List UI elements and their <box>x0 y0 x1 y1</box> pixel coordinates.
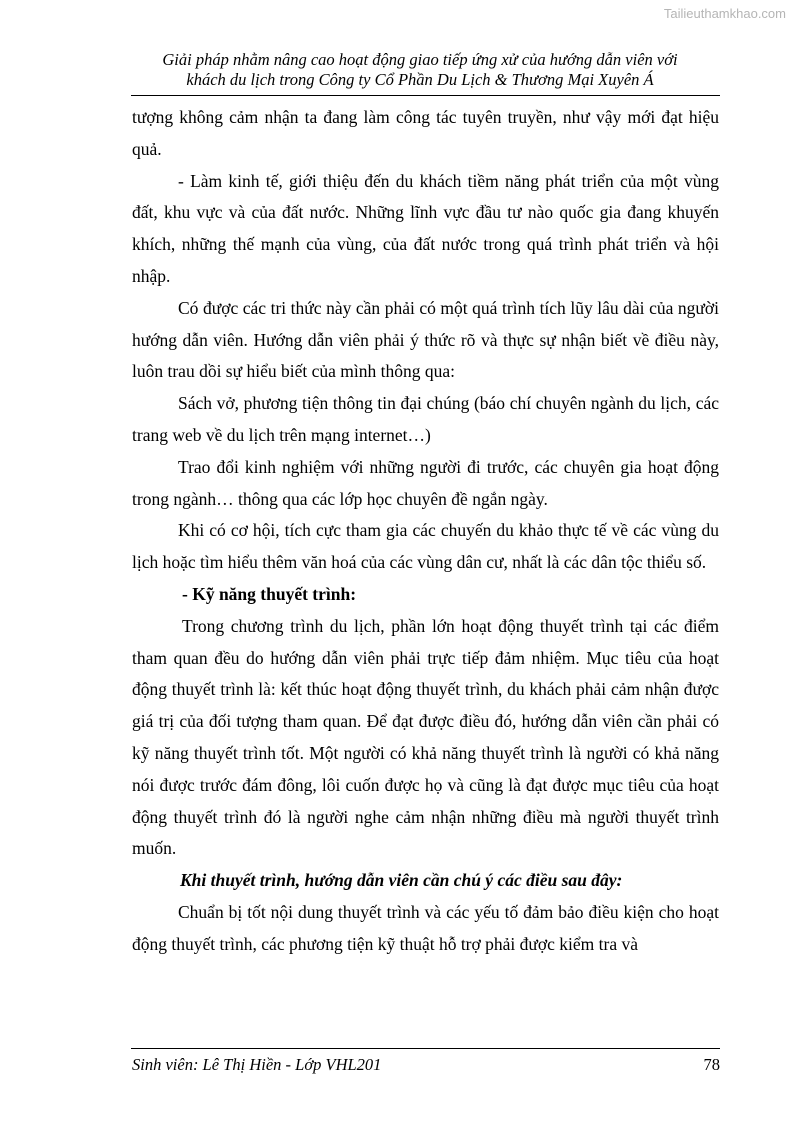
subheading-notes: Khi thuyết trình, hướng dẫn viên cần chú ý các điều sau đây: <box>180 870 623 891</box>
paragraph-8: Chuẩn bị tốt nội dung thuyết trình và các yếu tố đảm bảo điều kiện cho hoạt động thuyết trình, các phương tiện kỹ thuật hỗ trợ phải được kiểm tra và <box>132 901 719 954</box>
page-number: 78 <box>703 1055 720 1074</box>
paragraph-3: Có được các tri thức này cần phải có một quá trình tích lũy lâu dài của người hướng dẫn viên. Hướng dẫn viên phải ý thức rõ và thực sự nhận biết về điều này, luôn trau dồi sự hiểu biết của mình thông qua: <box>132 297 719 382</box>
page-header <box>120 50 720 90</box>
footer-student-info: Sinh viên: Lê Thị Hiền - Lớp VHL201 <box>132 1055 382 1074</box>
paragraph-2: - Làm kinh tế, giới thiệu đến du khách tiềm năng phát triển của một vùng đất, khu vực và của đất nước. Những lĩnh vực đầu tư nào quốc gia đang khuyến khích, những thế mạnh của vùng, của đất nước trong quá trình phát triển và hội nhập. <box>132 170 719 286</box>
paragraph-5: Trao đổi kinh nghiệm với những người đi trước, các chuyên gia hoạt động trong ngành… thông qua các lớp học chuyên đề ngắn ngày. <box>132 456 719 509</box>
paragraph-7: Trong chương trình du lịch, phần lớn hoạt động thuyết trình tại các điểm tham quan đều do hướng dẫn viên phải trực tiếp đảm nhiệm. Mục tiêu của hoạt động thuyết trình là: kết thúc hoạt động thuyết trình, du khách phải cảm nhận được giá trị của đối tượng tham quan. Để đạt được điều đó, hướng dẫn viên cần phải có kỹ năng thuyết trình tốt. Một người có khả năng thuyết trình là người có khả năng nói được trước đám đông, lôi cuốn được họ và cũng là đạt được mục tiêu của hoạt động thuyết trình đó là người nghe cảm nhận những điều mà người thuyết trình muốn. <box>132 615 719 859</box>
footer-divider <box>131 1048 720 1049</box>
header-line-2: khách du lịch trong Công ty Cổ Phần Du Lịch & Thương Mại Xuyên Á <box>186 70 654 89</box>
paragraph-6: Khi có cơ hội, tích cực tham gia các chuyến du khảo thực tế về các vùng du lịch hoặc tìm hiểu thêm văn hoá của các vùng dân cư, nhất là các dân tộc thiểu số. <box>132 520 719 573</box>
watermark: Tailieuthamkhao.com <box>663 6 786 21</box>
document-body <box>132 102 719 961</box>
section-heading-presentation-skills: - Kỹ năng thuyết trình: <box>182 583 357 604</box>
paragraph-1: tượng không cảm nhận ta đang làm công tác tuyên truyền, như vậy mới đạt hiệu quả. <box>132 107 719 159</box>
paragraph-4: Sách vở, phương tiện thông tin đại chúng (báo chí chuyên ngành du lịch, các trang web về du lịch trên mạng internet…) <box>132 393 719 445</box>
header-divider <box>131 95 720 96</box>
header-line-1: Giải pháp nhằm nâng cao hoạt động giao tiếp ứng xử của hướng dẫn viên với <box>162 50 678 69</box>
